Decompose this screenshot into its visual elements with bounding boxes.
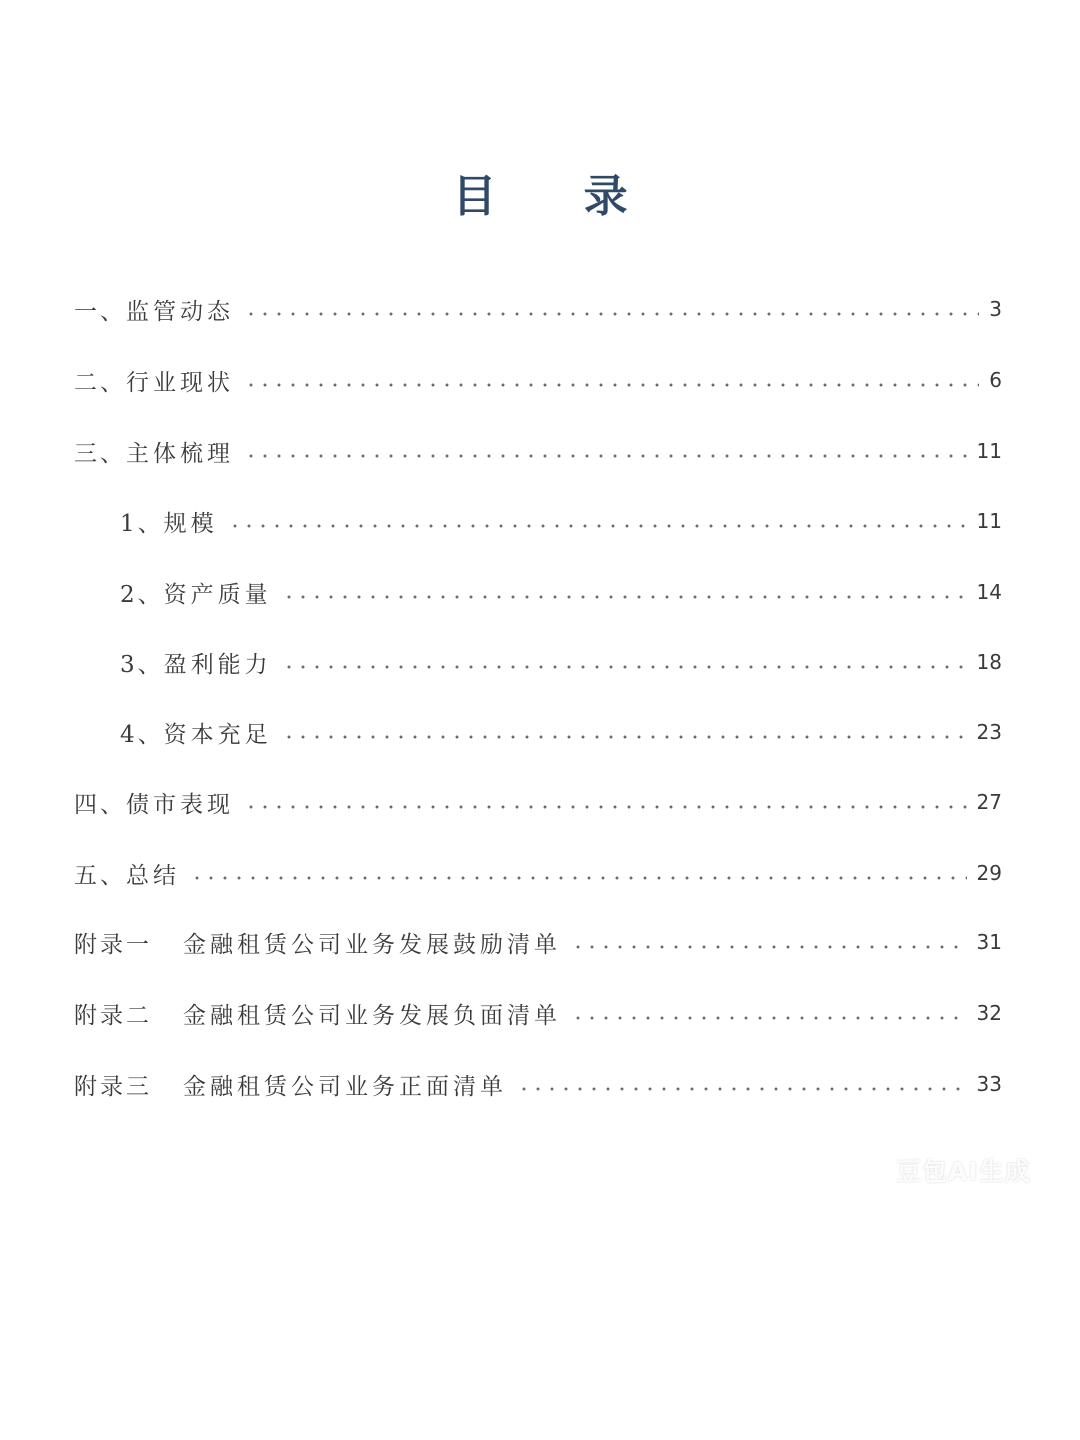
toc-entry-4[interactable] <box>74 782 1002 822</box>
toc-appendix-2[interactable] <box>74 993 1002 1033</box>
toc-entry-3-2[interactable] <box>120 572 1002 612</box>
toc-entry-number: 附录三 <box>74 1073 183 1100</box>
toc-entry-text: 规模 <box>163 510 218 537</box>
toc-entry-number: 一、 <box>74 298 126 325</box>
toc-entry-text: 金融租赁公司业务发展负面清单 <box>182 1002 561 1029</box>
toc-entry-number: 二、 <box>74 369 126 396</box>
toc-entry-number: 四、 <box>74 791 126 818</box>
toc-entry-1[interactable] <box>74 289 1002 329</box>
dot-leader <box>228 524 967 528</box>
toc-page-number: 14 <box>976 580 1002 604</box>
dot-leader <box>517 1087 967 1091</box>
ai-watermark: 豆包AI生成 <box>896 1157 1031 1186</box>
toc-page-number: 3 <box>989 297 1002 321</box>
toc-entry-text: 总结 <box>126 862 180 889</box>
toc-entry-number: 附录一 <box>74 931 183 958</box>
dot-leader <box>190 876 967 880</box>
toc-entry-text: 主体梳理 <box>126 440 234 467</box>
toc-entry-3-4[interactable] <box>120 712 1002 752</box>
toc-entry-number: 附录二 <box>74 1002 183 1029</box>
toc-page-number: 27 <box>976 790 1002 814</box>
dot-leader <box>282 735 967 739</box>
toc-page-number: 32 <box>976 1001 1002 1025</box>
dot-leader <box>282 665 967 669</box>
toc-entry-number: 三、 <box>74 440 126 467</box>
toc-entry-text: 资产质量 <box>163 581 272 608</box>
toc-entry-text: 债市表现 <box>126 791 234 818</box>
toc-appendix-3[interactable] <box>74 1064 1002 1104</box>
dot-leader <box>244 312 979 316</box>
toc-entry-text: 监管动态 <box>126 298 234 325</box>
dot-leader <box>282 595 967 599</box>
toc-entry-text: 金融租赁公司业务正面清单 <box>182 1073 507 1100</box>
toc-page-number: 23 <box>976 720 1002 744</box>
toc-entry-text: 盈利能力 <box>163 651 272 678</box>
toc-entry-5[interactable] <box>74 853 1002 893</box>
dot-leader <box>244 383 979 387</box>
toc-entry-text: 金融租赁公司业务发展鼓励清单 <box>182 931 561 958</box>
toc-entry-number: 4、 <box>120 721 164 748</box>
toc-entry-3[interactable] <box>74 431 1002 471</box>
toc-entry-number: 2、 <box>120 581 164 608</box>
dot-leader <box>571 945 967 949</box>
toc-page-number: 31 <box>976 930 1002 954</box>
toc-entry-number: 3、 <box>120 651 164 678</box>
toc-appendix-1[interactable] <box>74 922 1002 962</box>
toc-title: 目 录 <box>452 171 664 222</box>
toc-entry-number: 1、 <box>120 510 164 537</box>
toc-page-number: 33 <box>976 1072 1002 1096</box>
toc-entry-2[interactable] <box>74 360 1002 400</box>
toc-page-number: 11 <box>976 509 1002 533</box>
dot-leader <box>244 454 967 458</box>
toc-entry-text: 资本充足 <box>163 721 272 748</box>
toc-entry-text: 行业现状 <box>126 369 234 396</box>
toc-page-number: 29 <box>976 861 1002 885</box>
toc-page-number: 11 <box>976 439 1002 463</box>
toc-page-number: 18 <box>976 650 1002 674</box>
toc-entry-3-1[interactable] <box>120 501 1002 541</box>
dot-leader <box>244 805 967 809</box>
toc-entry-number: 五、 <box>74 862 126 889</box>
toc-page-number: 6 <box>989 368 1002 392</box>
dot-leader <box>571 1016 967 1020</box>
toc-entry-3-3[interactable] <box>120 642 1002 682</box>
